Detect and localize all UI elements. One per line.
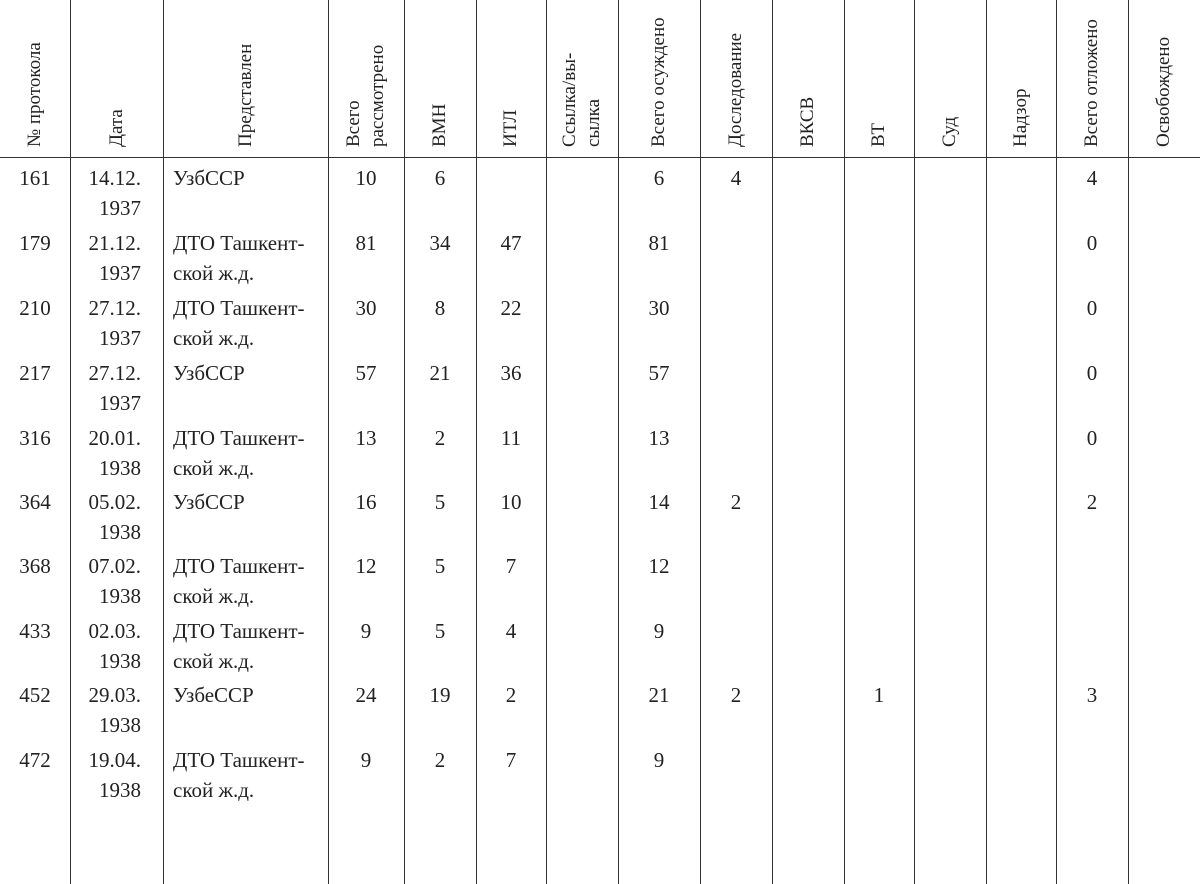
header-cell-total-convicted [618,0,700,157]
cell-protocol-no: 452 [19,683,51,707]
cell-itl: 2 [505,683,517,707]
cell-date: 05.02. 1938 [88,490,141,544]
cell-protocol-no: 368 [19,554,51,578]
cell-total-reviewed: 24 [355,683,377,707]
cell-vmn: 5 [434,490,446,514]
cell-protocol-no: 433 [19,619,51,643]
table-row [0,293,1200,357]
cell-date: 02.03. 1938 [88,619,141,673]
cell-total-convicted: 14 [648,490,670,514]
cell-date: 27.12. 1937 [88,361,141,415]
header-label: Ссылка/вы- сылка [559,52,604,147]
cell-vmn: 2 [434,748,446,772]
cell-total-reviewed: 57 [355,361,377,385]
header-cell-date [70,0,163,157]
cell-total-convicted: 13 [648,426,670,450]
cell-vt: 1 [873,683,885,707]
table-row [0,616,1200,680]
cell-date: 20.01. 1938 [88,426,141,480]
header-label: ВМН [429,103,450,147]
cell-submitted-by: ДТО Ташкент- ской ж.д. [173,426,305,480]
cell-itl: 11 [500,426,522,450]
cell-total-convicted: 9 [653,748,665,772]
cell-vmn: 19 [429,683,451,707]
header-cell-vksv [772,0,844,157]
cell-protocol-no: 161 [19,166,51,190]
table-row [0,163,1200,227]
cell-date: 19.04. 1938 [88,748,141,802]
cell-submitted-by: УзбССР [173,361,245,385]
cell-further-investigation: 4 [730,166,742,190]
cell-protocol-no: 364 [19,490,51,514]
cell-date: 21.12. 1937 [88,231,141,285]
cell-protocol-no: 179 [19,231,51,255]
header-label: Всего отложено [1081,19,1102,147]
cell-submitted-by: УзбССР [173,490,245,514]
cell-submitted-by: ДТО Ташкент- ской ж.д. [173,619,305,673]
table-row [0,423,1200,487]
table-row [0,745,1200,809]
cell-total-postponed: 0 [1086,426,1098,450]
cell-protocol-no: 217 [19,361,51,385]
cell-total-convicted: 21 [648,683,670,707]
table-row [0,358,1200,422]
header-cell-released [1128,0,1200,157]
cell-total-reviewed: 10 [355,166,377,190]
table-row [0,680,1200,744]
header-cell-supervision [986,0,1056,157]
cell-total-reviewed: 81 [355,231,377,255]
cell-date: 14.12. 1937 [88,166,141,220]
header-rule [0,157,1200,158]
table-row [0,228,1200,292]
cell-total-postponed: 0 [1086,296,1098,320]
header-cell-court [914,0,986,157]
cell-total-reviewed: 13 [355,426,377,450]
header-cell-further-investigation [700,0,772,157]
header-cell-total-postponed [1056,0,1128,157]
cell-total-reviewed: 12 [355,554,377,578]
header-label: ВТ [868,122,889,147]
table-row [0,551,1200,615]
cell-vmn: 5 [434,554,446,578]
header-label: Представлен [234,43,256,147]
header-cell-vmn [404,0,476,157]
cell-total-reviewed: 9 [360,619,372,643]
header-label: Суд [939,116,960,147]
cell-total-postponed: 3 [1086,683,1098,707]
cell-total-convicted: 9 [653,619,665,643]
cell-submitted-by: ДТО Ташкент- ской ж.д. [173,554,305,608]
cell-itl: 47 [500,231,522,255]
header-cell-exile [546,0,618,157]
cell-total-reviewed: 30 [355,296,377,320]
cell-protocol-no: 472 [19,748,51,772]
header-label: Надзор [1010,88,1031,147]
header-label: Дата [105,109,127,147]
cell-itl: 36 [500,361,522,385]
cell-further-investigation: 2 [730,683,742,707]
cell-submitted-by: ДТО Ташкент- ской ж.д. [173,296,305,350]
cell-vmn: 2 [434,426,446,450]
table-row [0,487,1200,551]
cell-submitted-by: УзбеССР [173,683,254,707]
header-cell-protocol-no [0,0,70,157]
cell-vmn: 21 [429,361,451,385]
cell-date: 29.03. 1938 [88,683,141,737]
header-label: Всего рассмотрено [343,44,388,147]
cell-vmn: 8 [434,296,446,320]
cell-total-reviewed: 9 [360,748,372,772]
cell-submitted-by: ДТО Ташкент- ской ж.д. [173,748,305,802]
header-label: Доследование [725,32,746,147]
cell-itl: 7 [505,748,517,772]
cell-date: 27.12. 1937 [88,296,141,350]
header-cell-submitted-by [163,0,328,157]
cell-total-convicted: 30 [648,296,670,320]
cell-total-convicted: 57 [648,361,670,385]
header-cell-vt [844,0,914,157]
cell-vmn: 6 [434,166,446,190]
cell-itl: 4 [505,619,517,643]
header-label: ВКСВ [797,96,818,147]
cell-date: 07.02. 1938 [88,554,141,608]
header-label: № протокола [24,42,45,147]
cell-itl: 7 [505,554,517,578]
cell-total-postponed: 0 [1086,231,1098,255]
cell-vmn: 5 [434,619,446,643]
header-label: Освобождено [1153,36,1174,147]
cell-further-investigation: 2 [730,490,742,514]
cell-total-postponed: 0 [1086,361,1098,385]
cell-total-postponed: 2 [1086,490,1098,514]
cell-protocol-no: 316 [19,426,51,450]
cell-total-convicted: 6 [653,166,665,190]
header-label: Всего осуждено [648,17,669,147]
cell-itl: 10 [500,490,522,514]
cell-itl: 22 [500,296,522,320]
header-cell-itl [476,0,546,157]
cell-total-convicted: 12 [648,554,670,578]
cell-total-reviewed: 16 [355,490,377,514]
cell-total-convicted: 81 [648,231,670,255]
cell-protocol-no: 210 [19,296,51,320]
cell-submitted-by: ДТО Ташкент- ской ж.д. [173,231,305,285]
cell-submitted-by: УзбССР [173,166,245,190]
cell-total-postponed: 4 [1086,166,1098,190]
header-label: ИТЛ [500,109,521,147]
header-cell-total-reviewed [328,0,404,157]
cell-vmn: 34 [429,231,451,255]
